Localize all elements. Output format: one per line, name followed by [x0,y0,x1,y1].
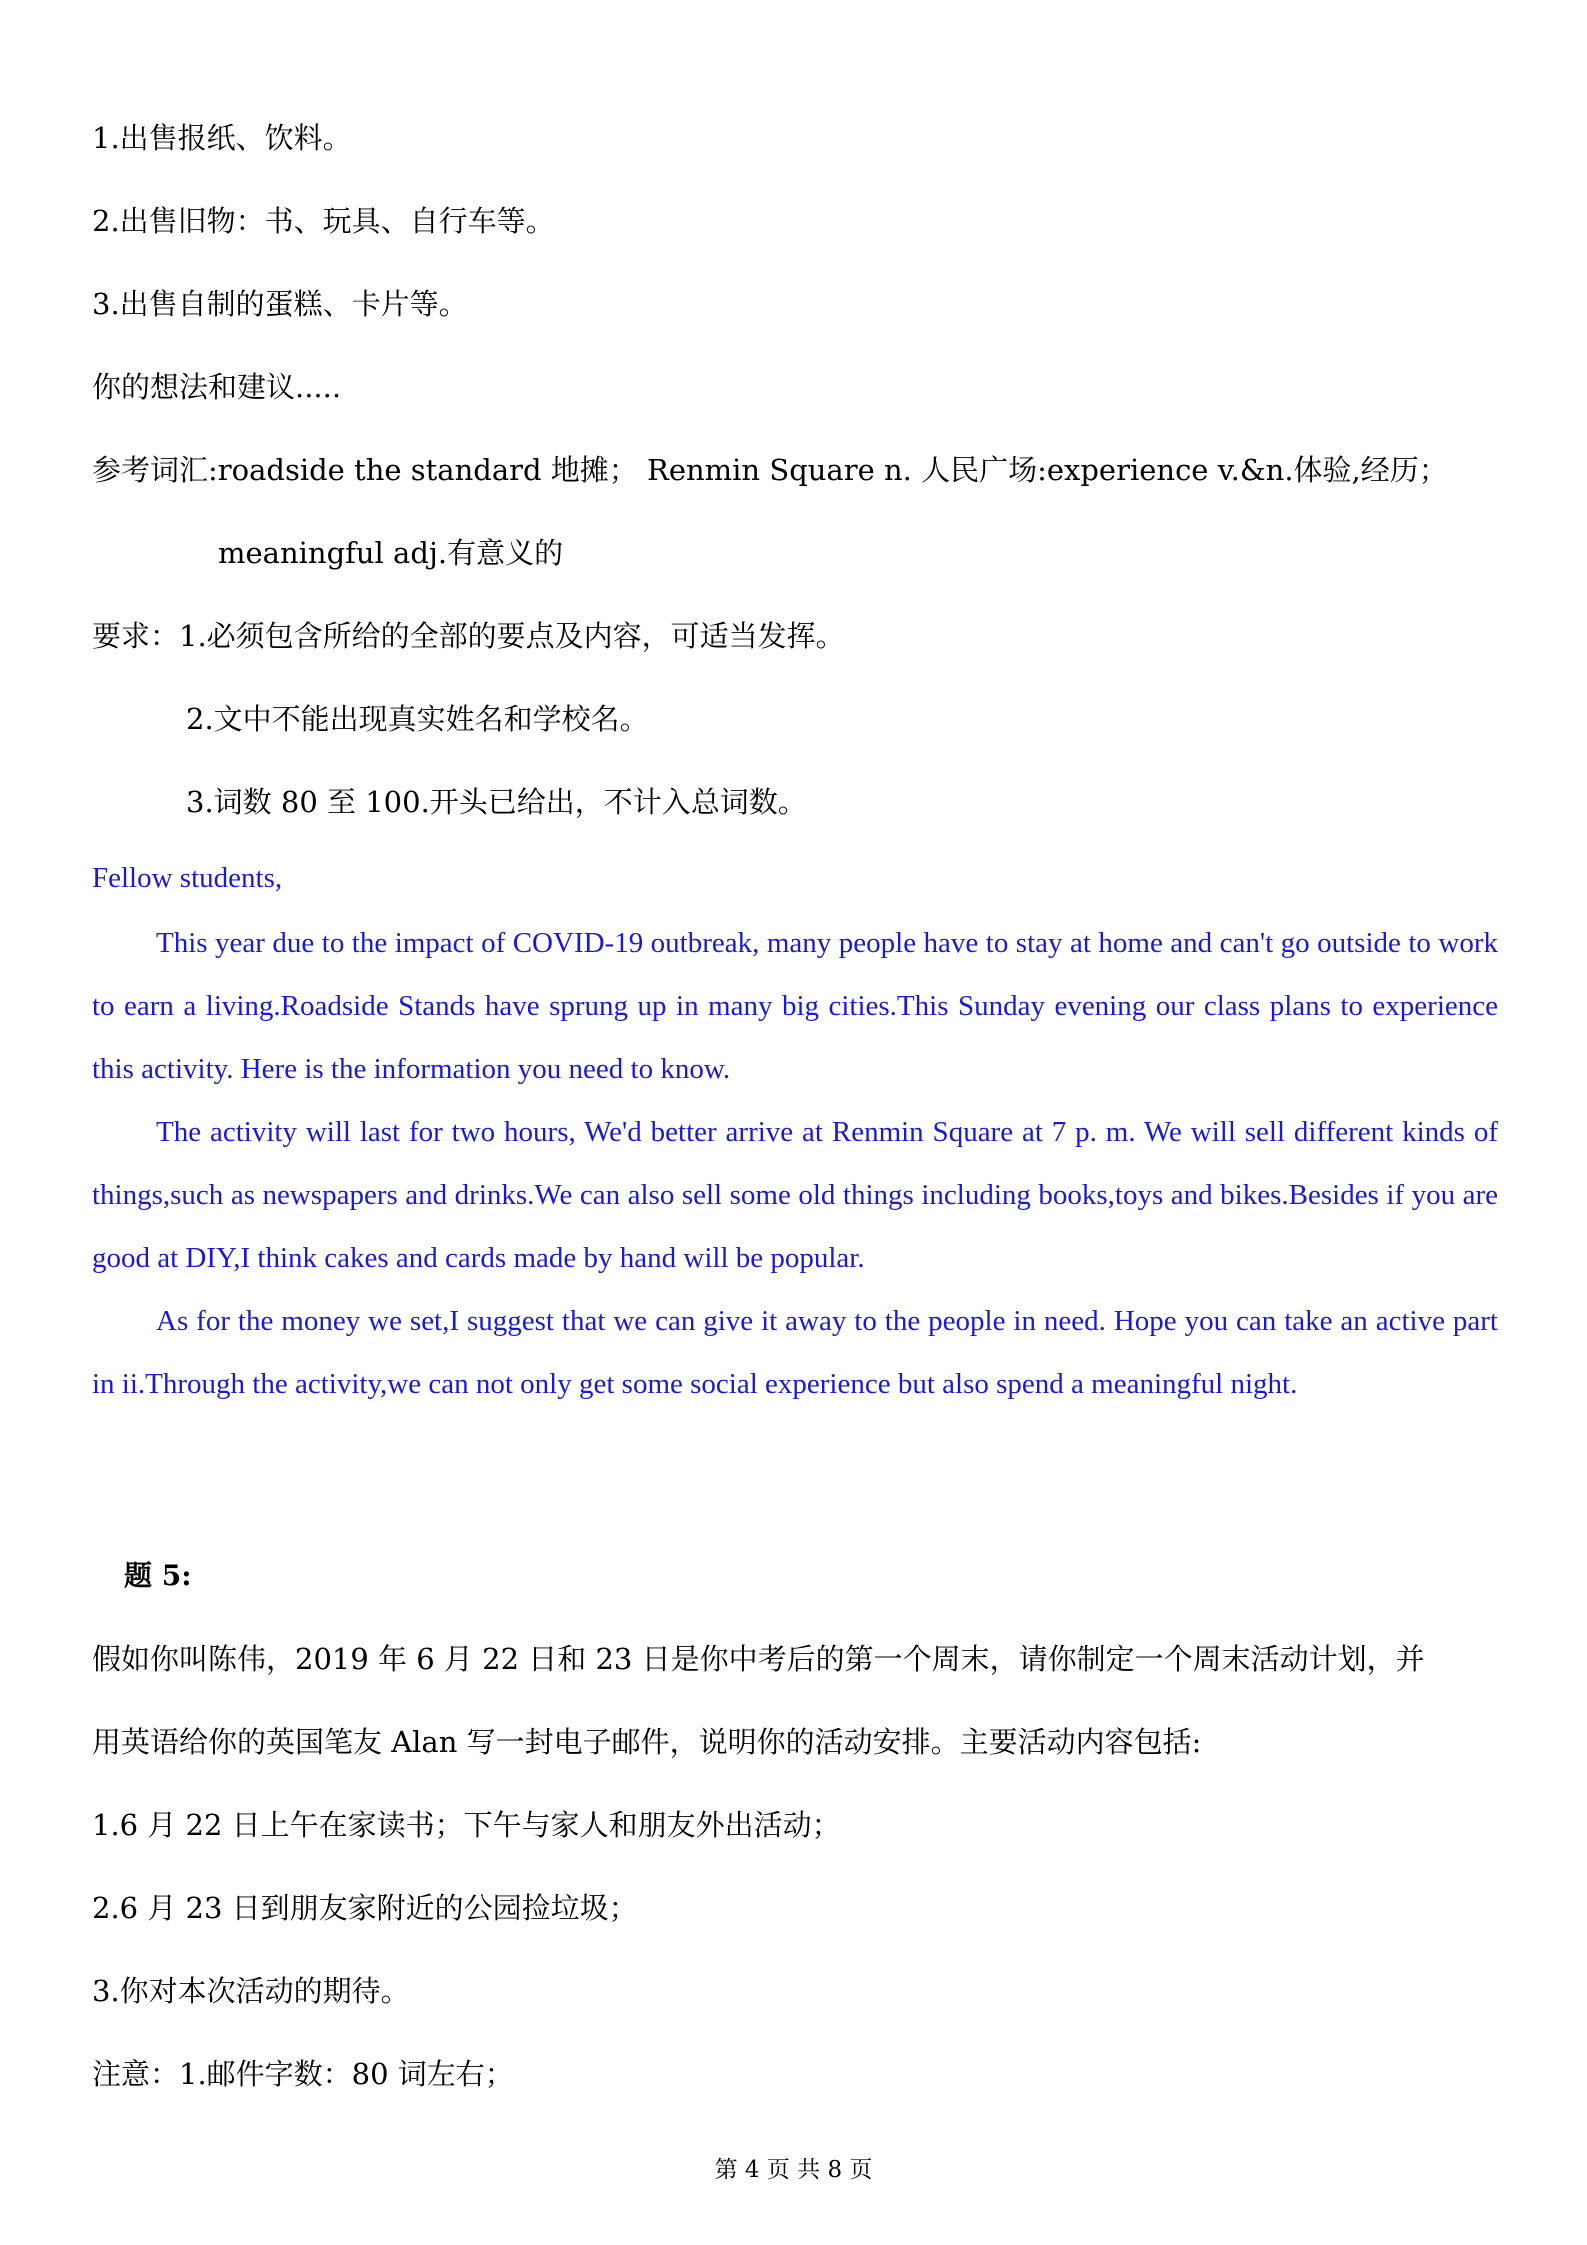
question-5-prompt-line-1: 假如你叫陈伟，2019 年 6 月 22 日和 23 日是你中考后的第一个周末，请你制定一个周末活动计划，并 [92,1642,1425,1676]
requirement-3: 3.词数 80 至 100.开头已给出，不计入总词数。 [186,785,807,819]
essay-paragraph-1: This year due to the impact of COVID-19 outbreak, many people have to stay at home and can't go outside to work to earn a living.Roadside Stands have sprung up in many big cities.This Sunday evening our class plans to experience this activity. Here is the information you need to know. [92,927,1498,1085]
task-item-3: 3.出售自制的蛋糕、卡片等。 [92,287,468,321]
sample-essay [92,912,1498,1416]
vocabulary-line-2: meaningful adj.有意义的 [218,536,564,570]
requirement-1: 要求：1.必须包含所给的全部的要点及内容，可适当发挥。 [92,619,845,653]
essay-paragraph-3: As for the money we set,I suggest that we can give it away to the people in need. Hope you can take an active part in ii.Through the activity,we can not only get some social experience but also spend a meaningful night. [92,1305,1498,1400]
task-item-1: 1.出售报纸、饮料。 [92,121,352,155]
vocabulary-line-1: 参考词汇:roadside the standard 地摊； Renmin Square n. 人民广场:experience v.&n.体验,经历； [92,453,1448,487]
question-5-item-3: 3.你对本次活动的期待。 [92,1974,410,2008]
question-5-note: 注意：1.邮件字数：80 词左右； [92,2057,514,2091]
requirement-2: 2.文中不能出现真实姓名和学校名。 [186,702,649,736]
question-5-heading: 题 5: [124,1559,192,1592]
question-5-prompt-line-2: 用英语给你的英国笔友 Alan 写一封电子邮件，说明你的活动安排。主要活动内容包括: [92,1725,1202,1759]
question-5-item-1: 1.6 月 22 日上午在家读书；下午与家人和朋友外出活动； [92,1808,841,1842]
task-item-2: 2.出售旧物：书、玩具、自行车等。 [92,204,555,238]
essay-salutation: Fellow students, [92,862,283,894]
question-5-item-2: 2.6 月 23 日到朋友家附近的公园捡垃圾； [92,1891,638,1925]
page-footer: 第 4 页 共 8 页 [714,2157,873,2183]
essay-paragraph-2: The activity will last for two hours, We'd better arrive at Renmin Square at 7 p. m. We will sell different kinds of things,such as newspapers and drinks.We can also sell some old things including books,toys and bikes.Besides if you are good at DIY,I think cakes and cards made by hand will be popular. [92,1116,1498,1274]
task-item-ideas: 你的想法和建议..... [92,370,342,404]
